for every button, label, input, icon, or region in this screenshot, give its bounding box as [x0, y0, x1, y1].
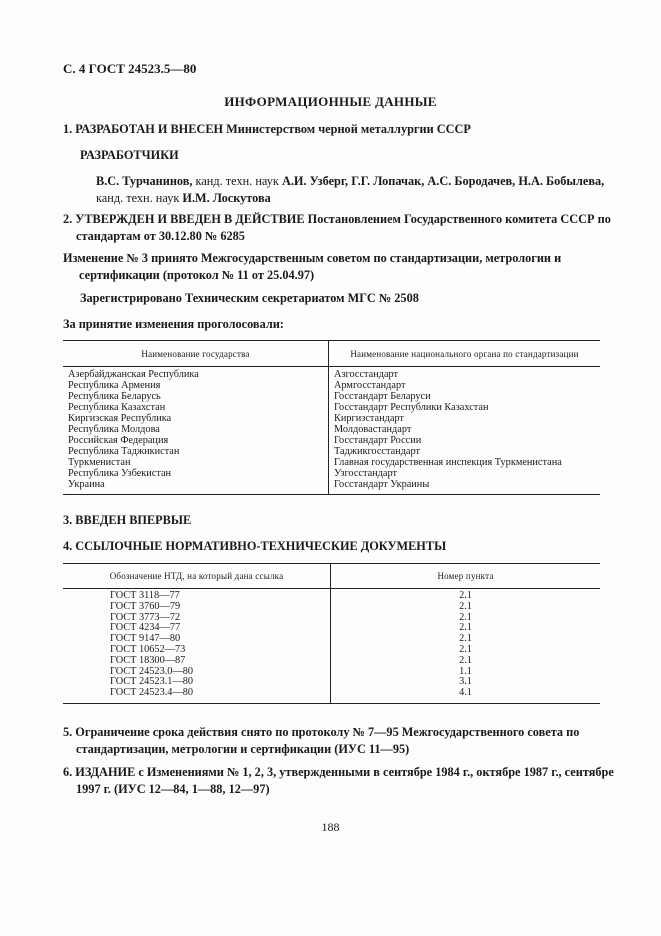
table-row — [63, 402, 600, 413]
table-cell: ГОСТ 4234—77 — [63, 623, 331, 634]
table-cell: Таджикгосстандарт — [334, 446, 421, 457]
table-cell: Киргизская Республика — [63, 413, 329, 424]
table-cell: 4.1 — [459, 687, 472, 699]
section-1: 1. РАЗРАБОТАН И ВНЕСЕН Министерством черной металлургии СССР — [63, 122, 471, 136]
table-header-row — [63, 341, 600, 367]
table-cell: Госстандарт России — [334, 435, 422, 446]
table-cell: Республика Узбекистан — [63, 468, 329, 479]
table-cell: 2.1 — [459, 654, 472, 666]
table-cell: Республика Беларусь — [63, 391, 329, 402]
table-cell: Армгосстандарт — [334, 380, 406, 391]
table-header-cell: Номер пункта — [331, 564, 601, 589]
table-row — [63, 688, 600, 703]
table-row — [63, 602, 600, 613]
table-cell: Республика Таджикистан — [63, 446, 329, 457]
table-cell: 1.1 — [459, 665, 472, 677]
table-row — [63, 424, 600, 435]
section-4: 4. ССЫЛОЧНЫЕ НОРМАТИВНО-ТЕХНИЧЕСКИЕ ДОКУМЕНТЫ — [63, 539, 447, 553]
page-header: С. 4 ГОСТ 24523.5—80 — [63, 61, 197, 76]
table-cell: ГОСТ 10652—73 — [63, 645, 331, 656]
developer-names: А.И. Узберг, Г.Г. Лопачак, А.С. Бородачев, Н.А. Бобылева, — [281, 174, 605, 188]
table-cell: ГОСТ 24523.1—80 — [63, 677, 331, 688]
table-row — [63, 435, 600, 446]
table-cell: 3.1 — [459, 676, 472, 688]
table-cell: Туркменистан — [63, 457, 329, 468]
table-row — [63, 457, 600, 468]
table-row — [63, 380, 600, 391]
page-title: ИНФОРМАЦИОННЫЕ ДАННЫЕ — [224, 94, 437, 109]
voting-table — [63, 340, 600, 495]
table-row — [63, 391, 600, 402]
table-row — [63, 413, 600, 424]
table-header-cell: Наименование национального органа по стандартизации — [329, 341, 601, 367]
table-row — [63, 468, 600, 479]
table-cell: 2.1 — [459, 633, 472, 645]
table-cell: 2.1 — [459, 590, 472, 601]
table-row — [63, 589, 600, 602]
references-table — [63, 563, 600, 704]
table-cell: Республика Казахстан — [63, 402, 329, 413]
table-cell: Госстандарт Республики Казахстан — [334, 402, 489, 413]
table-cell: Киргизстандарт — [334, 413, 404, 424]
table-row — [63, 656, 600, 667]
table-cell: Азгосстандарт — [334, 369, 399, 380]
page-number: 188 — [321, 820, 340, 834]
registration-note: Зарегистрировано Техническим секретариатом МГС № 2508 — [80, 291, 419, 305]
table-header-cell: Наименование государства — [63, 341, 329, 367]
table-cell: Узгосстандарт — [334, 468, 397, 479]
developer-name: В.С. Турчанинов, — [96, 174, 193, 188]
table-cell: ГОСТ 24523.0—80 — [63, 667, 331, 678]
table-cell: ГОСТ 3118—77 — [63, 589, 331, 602]
table-cell: 2.1 — [459, 643, 472, 655]
developers-list — [96, 173, 606, 206]
table-cell: ГОСТ 9147—80 — [63, 634, 331, 645]
table-cell: ГОСТ 18300—87 — [63, 656, 331, 667]
table-cell: 2.1 — [459, 600, 472, 612]
table-cell: Украина — [63, 479, 329, 495]
table-cell: ГОСТ 3760—79 — [63, 602, 331, 613]
developer-degree: канд. техн. наук — [96, 190, 183, 205]
section-6: 6. ИЗДАНИЕ с Изменениями № 1, 2, 3, утвержденными в сентябре 1984 г., октябре 1987 г., сентябре 1997 г. (ИУС 12—84, 1—88, 12—97) — [63, 765, 614, 796]
table-cell: Республика Армения — [63, 380, 329, 391]
table-cell: Российская Федерация — [63, 435, 329, 446]
table-cell: Республика Молдова — [63, 424, 329, 435]
voted-heading: За принятие изменения проголосовали: — [63, 317, 284, 331]
table-cell: Госстандарт Беларуси — [334, 391, 431, 402]
table-cell: ГОСТ 3773—72 — [63, 613, 331, 624]
table-cell: 2.1 — [459, 622, 472, 634]
table-cell: Азербайджанская Республика — [63, 367, 329, 381]
table-cell: Главная государственная инспекция Туркменистана — [334, 457, 562, 468]
developer-name: И.М. Лоскутова — [182, 190, 271, 205]
table-row — [63, 479, 600, 495]
table-cell: Молдовастандарт — [334, 424, 412, 435]
table-row — [63, 446, 600, 457]
developers-heading: РАЗРАБОТЧИКИ — [80, 148, 179, 162]
table-header-cell: Обозначение НТД, на который дана ссылка — [63, 564, 331, 589]
table-header-row — [63, 564, 600, 589]
amendment-text: Изменение № 3 принято Межгосударственным советом по стандартизации, метрологии и сертификации (протокол № 11 от 25.04.97) — [63, 251, 562, 282]
developer-degree: канд. техн. наук — [192, 174, 282, 188]
section-2: 2. УТВЕРЖДЕН И ВВЕДЕН В ДЕЙСТВИЕ Постановлением Государственного комитета СССР по стандартам от 30.12.80 № 6285 — [63, 212, 611, 243]
table-cell: 2.1 — [459, 611, 472, 623]
section-3: 3. ВВЕДЕН ВПЕРВЫЕ — [63, 513, 192, 527]
table-cell: ГОСТ 24523.4—80 — [63, 688, 331, 703]
table-row — [63, 367, 600, 381]
table-cell: Госстандарт Украины — [334, 479, 430, 490]
section-5: 5. Ограничение срока действия снято по протоколу № 7—95 Межгосударственного совета по стандартизации, метрологии и сертификации (ИУС 11—95) — [63, 725, 580, 756]
